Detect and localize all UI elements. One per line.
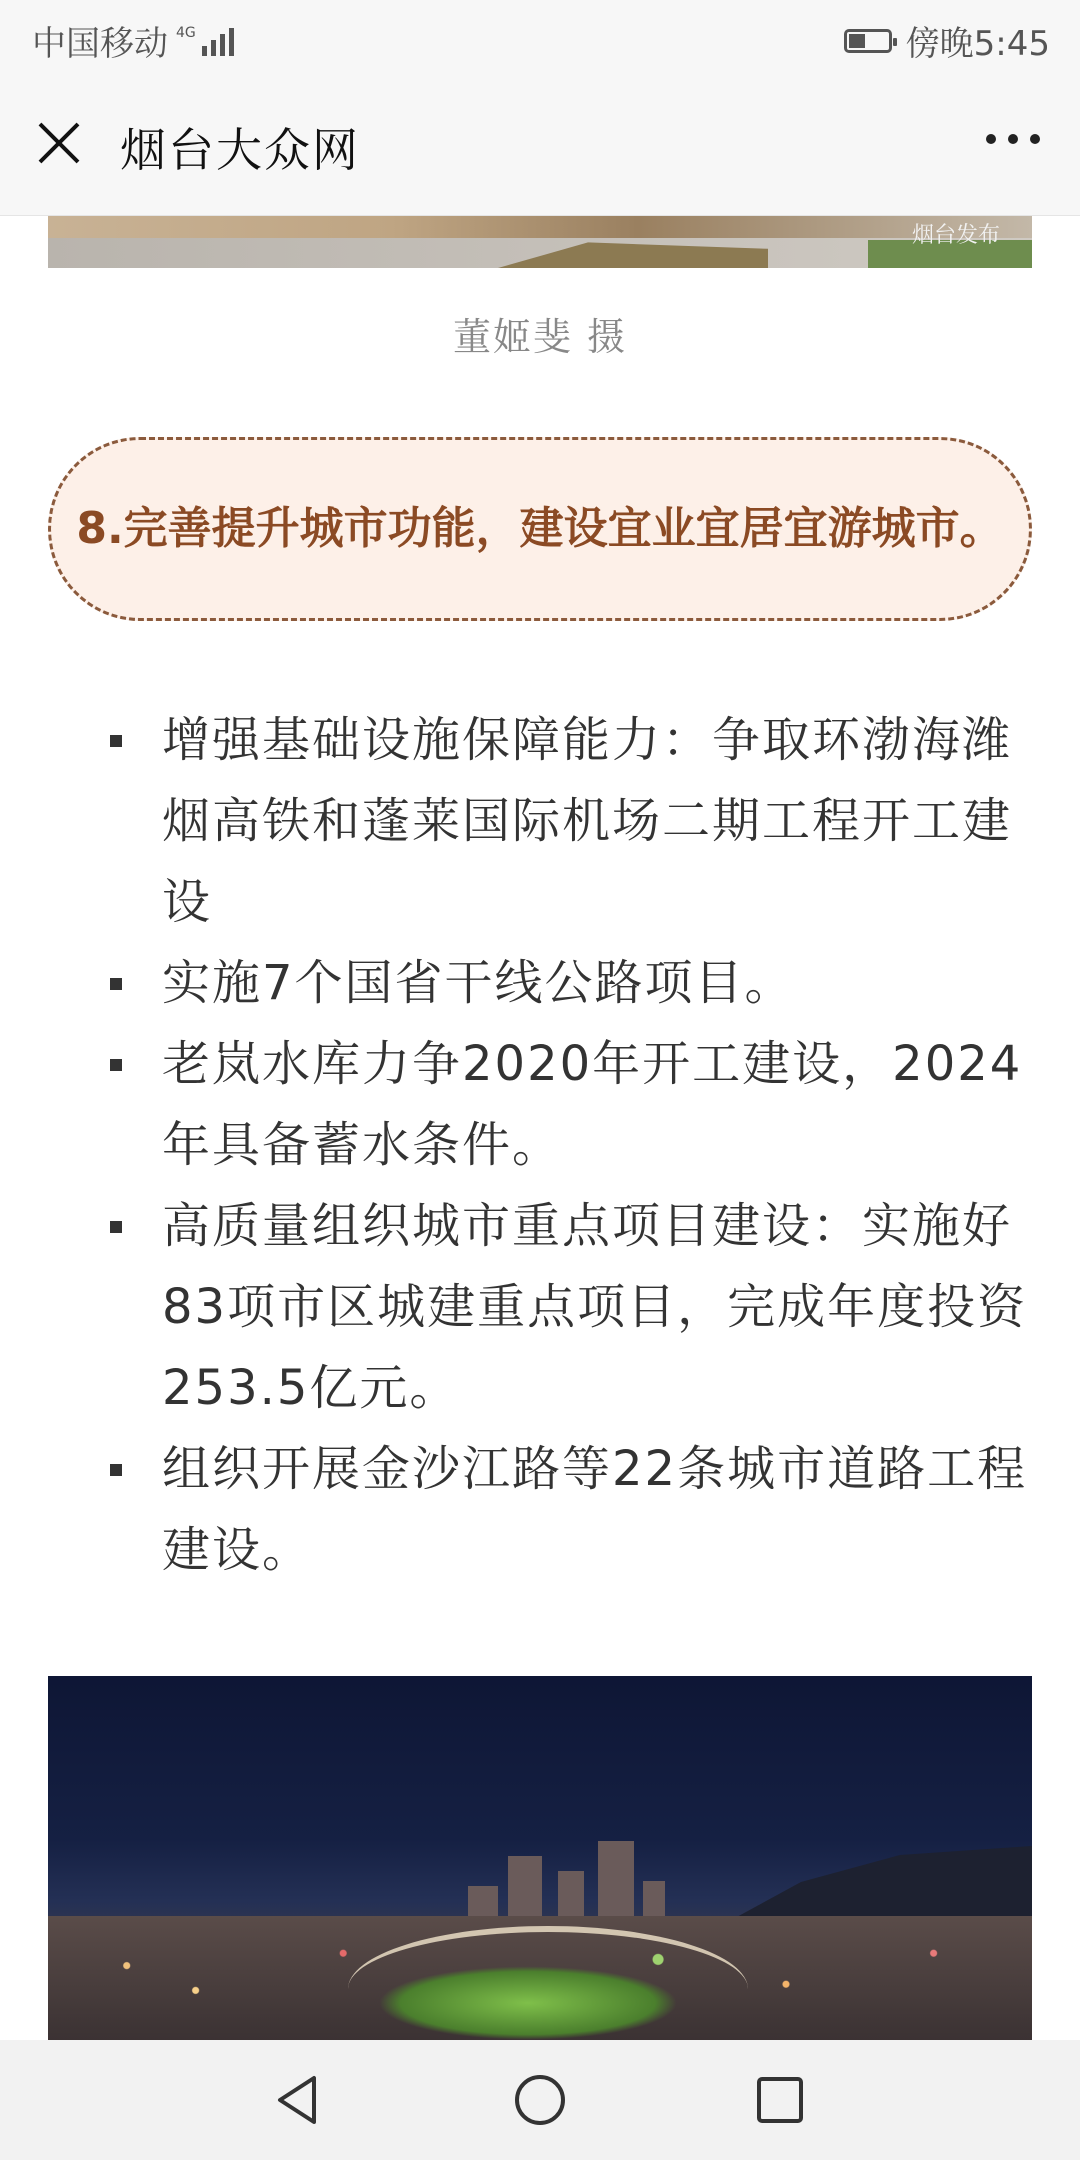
status-left (32, 16, 234, 65)
bullet-list (110, 700, 1030, 1591)
article-photo-top (48, 216, 1032, 268)
recents-square-icon (750, 2070, 810, 2130)
photo-caption: 董姬斐 摄 (452, 315, 628, 359)
list-item (110, 1429, 1030, 1591)
list-item-text: 组织开展金沙江路等22条城市道路工程建设。 (162, 1441, 1028, 1578)
list-item (110, 943, 1030, 1024)
home-circle-icon (510, 2070, 570, 2130)
back-triangle-icon (270, 2070, 330, 2130)
carrier-label: 中国移动 (32, 24, 168, 64)
page-title: 烟台大众网 (120, 123, 360, 177)
section-heading-text: 8.完善提升城市功能，建设宜业宜居宜游城市。 (76, 503, 1004, 554)
status-bar (0, 0, 1080, 74)
home-button[interactable] (510, 2070, 570, 2130)
battery-icon (844, 29, 892, 53)
network-type-label: 4G (176, 24, 196, 41)
more-dot-icon (986, 134, 996, 144)
clock-label: 傍晚5:45 (905, 24, 1050, 64)
list-item (110, 700, 1030, 943)
bullet-icon (110, 1464, 122, 1476)
status-right (844, 16, 1050, 65)
photo-park (378, 1966, 678, 2040)
bullet-icon (110, 978, 122, 990)
section-heading-box (48, 437, 1032, 621)
app-header (0, 74, 1080, 216)
system-nav-bar (0, 2040, 1080, 2160)
more-options-button[interactable] (986, 134, 1040, 144)
back-button[interactable] (270, 2070, 330, 2130)
bullet-icon (110, 1059, 122, 1071)
photo-watermark: 烟台发布 (911, 223, 1000, 248)
close-icon (34, 118, 84, 168)
list-item-text: 增强基础设施保障能力：争取环渤海潍烟高铁和蓬莱国际机场二期工程开工建设 (162, 712, 1013, 930)
list-item (110, 1186, 1030, 1429)
list-item-text: 老岚水库力争2020年开工建设，2024年具备蓄水条件。 (162, 1036, 1023, 1173)
more-dot-icon (1030, 134, 1040, 144)
list-item (110, 1024, 1030, 1186)
list-item-text: 高质量组织城市重点项目建设：实施好83项市区城建重点项目，完成年度投资253.5亿元。 (162, 1198, 1028, 1416)
bullet-icon (110, 1221, 122, 1233)
article-photo-night-city[interactable] (48, 1676, 1032, 2040)
list-item-text: 实施7个国省干线公路项目。 (162, 955, 795, 1011)
recents-button[interactable] (750, 2070, 810, 2130)
signal-icon (176, 26, 234, 56)
more-dot-icon (1008, 134, 1018, 144)
close-button[interactable] (34, 118, 84, 168)
bullet-icon (110, 735, 122, 747)
